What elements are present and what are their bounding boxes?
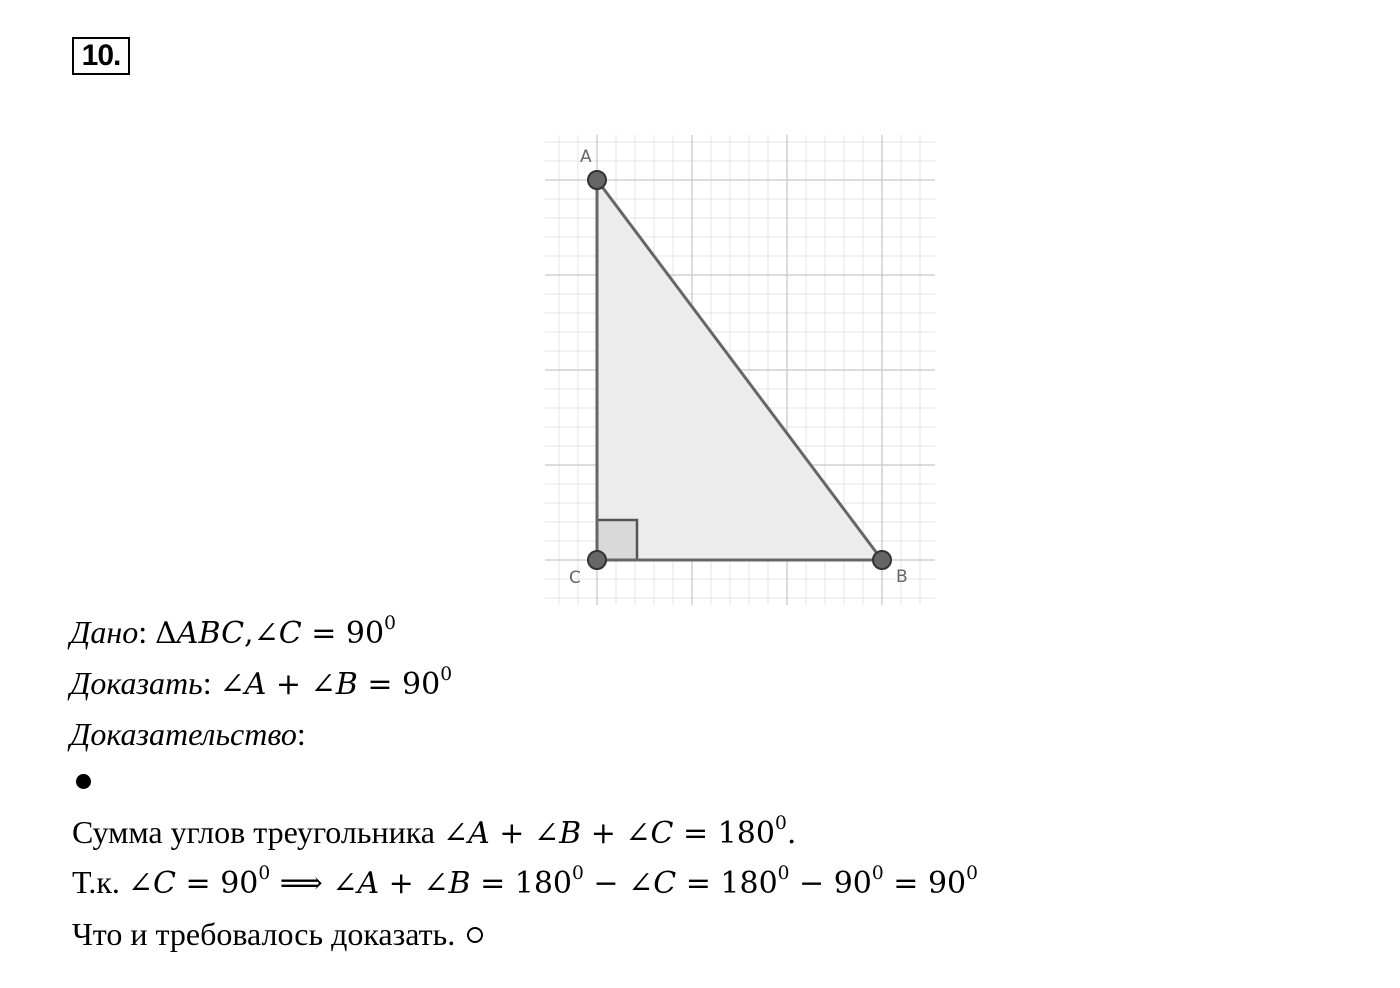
- given-statement: ΔABC,∠C = $90^0$: [155, 613, 396, 651]
- given-line: [70, 610, 396, 654]
- triangle-diagram: [545, 135, 935, 605]
- prove-line: [70, 661, 452, 705]
- prove-statement: ∠A + ∠B = $90^0$: [219, 664, 453, 702]
- proof-sum-text: Сумма углов треугольника: [72, 814, 435, 850]
- given-colon: :: [138, 614, 156, 650]
- proof-colon: :: [296, 716, 306, 752]
- proof-label: Доказательство: [70, 716, 297, 752]
- proof-since-line: [72, 860, 978, 904]
- point-b: [873, 551, 891, 569]
- prove-colon: :: [202, 665, 220, 701]
- point-b-label: B: [896, 567, 908, 587]
- point-a: [588, 171, 606, 189]
- bullet-icon: [76, 774, 91, 789]
- proof-heading: [70, 712, 306, 756]
- given-label: Дано: [70, 614, 139, 650]
- point-c: [588, 551, 606, 569]
- proof-since-formula: ∠C = $90^0$ ⟹ ∠A + ∠B = $180^0$ − ∠C = $180^0 - 90^0 = 90^0$: [127, 863, 978, 901]
- proof-conclusion-line: [72, 912, 483, 956]
- qed-circle-icon: [467, 927, 483, 943]
- proof-sum-line: [72, 810, 796, 854]
- problem-number: 10.: [72, 37, 130, 75]
- prove-label: Доказать: [70, 665, 203, 701]
- triangle-figure: [545, 135, 935, 605]
- point-a-label: A: [580, 147, 592, 167]
- proof-since-prefix: Т.к.: [72, 864, 120, 900]
- proof-conclusion: Что и требовалось доказать.: [72, 916, 456, 952]
- proof-sum-formula: ∠A + ∠B + ∠C = $180^0$.: [442, 813, 797, 851]
- point-c-label: C: [569, 568, 581, 588]
